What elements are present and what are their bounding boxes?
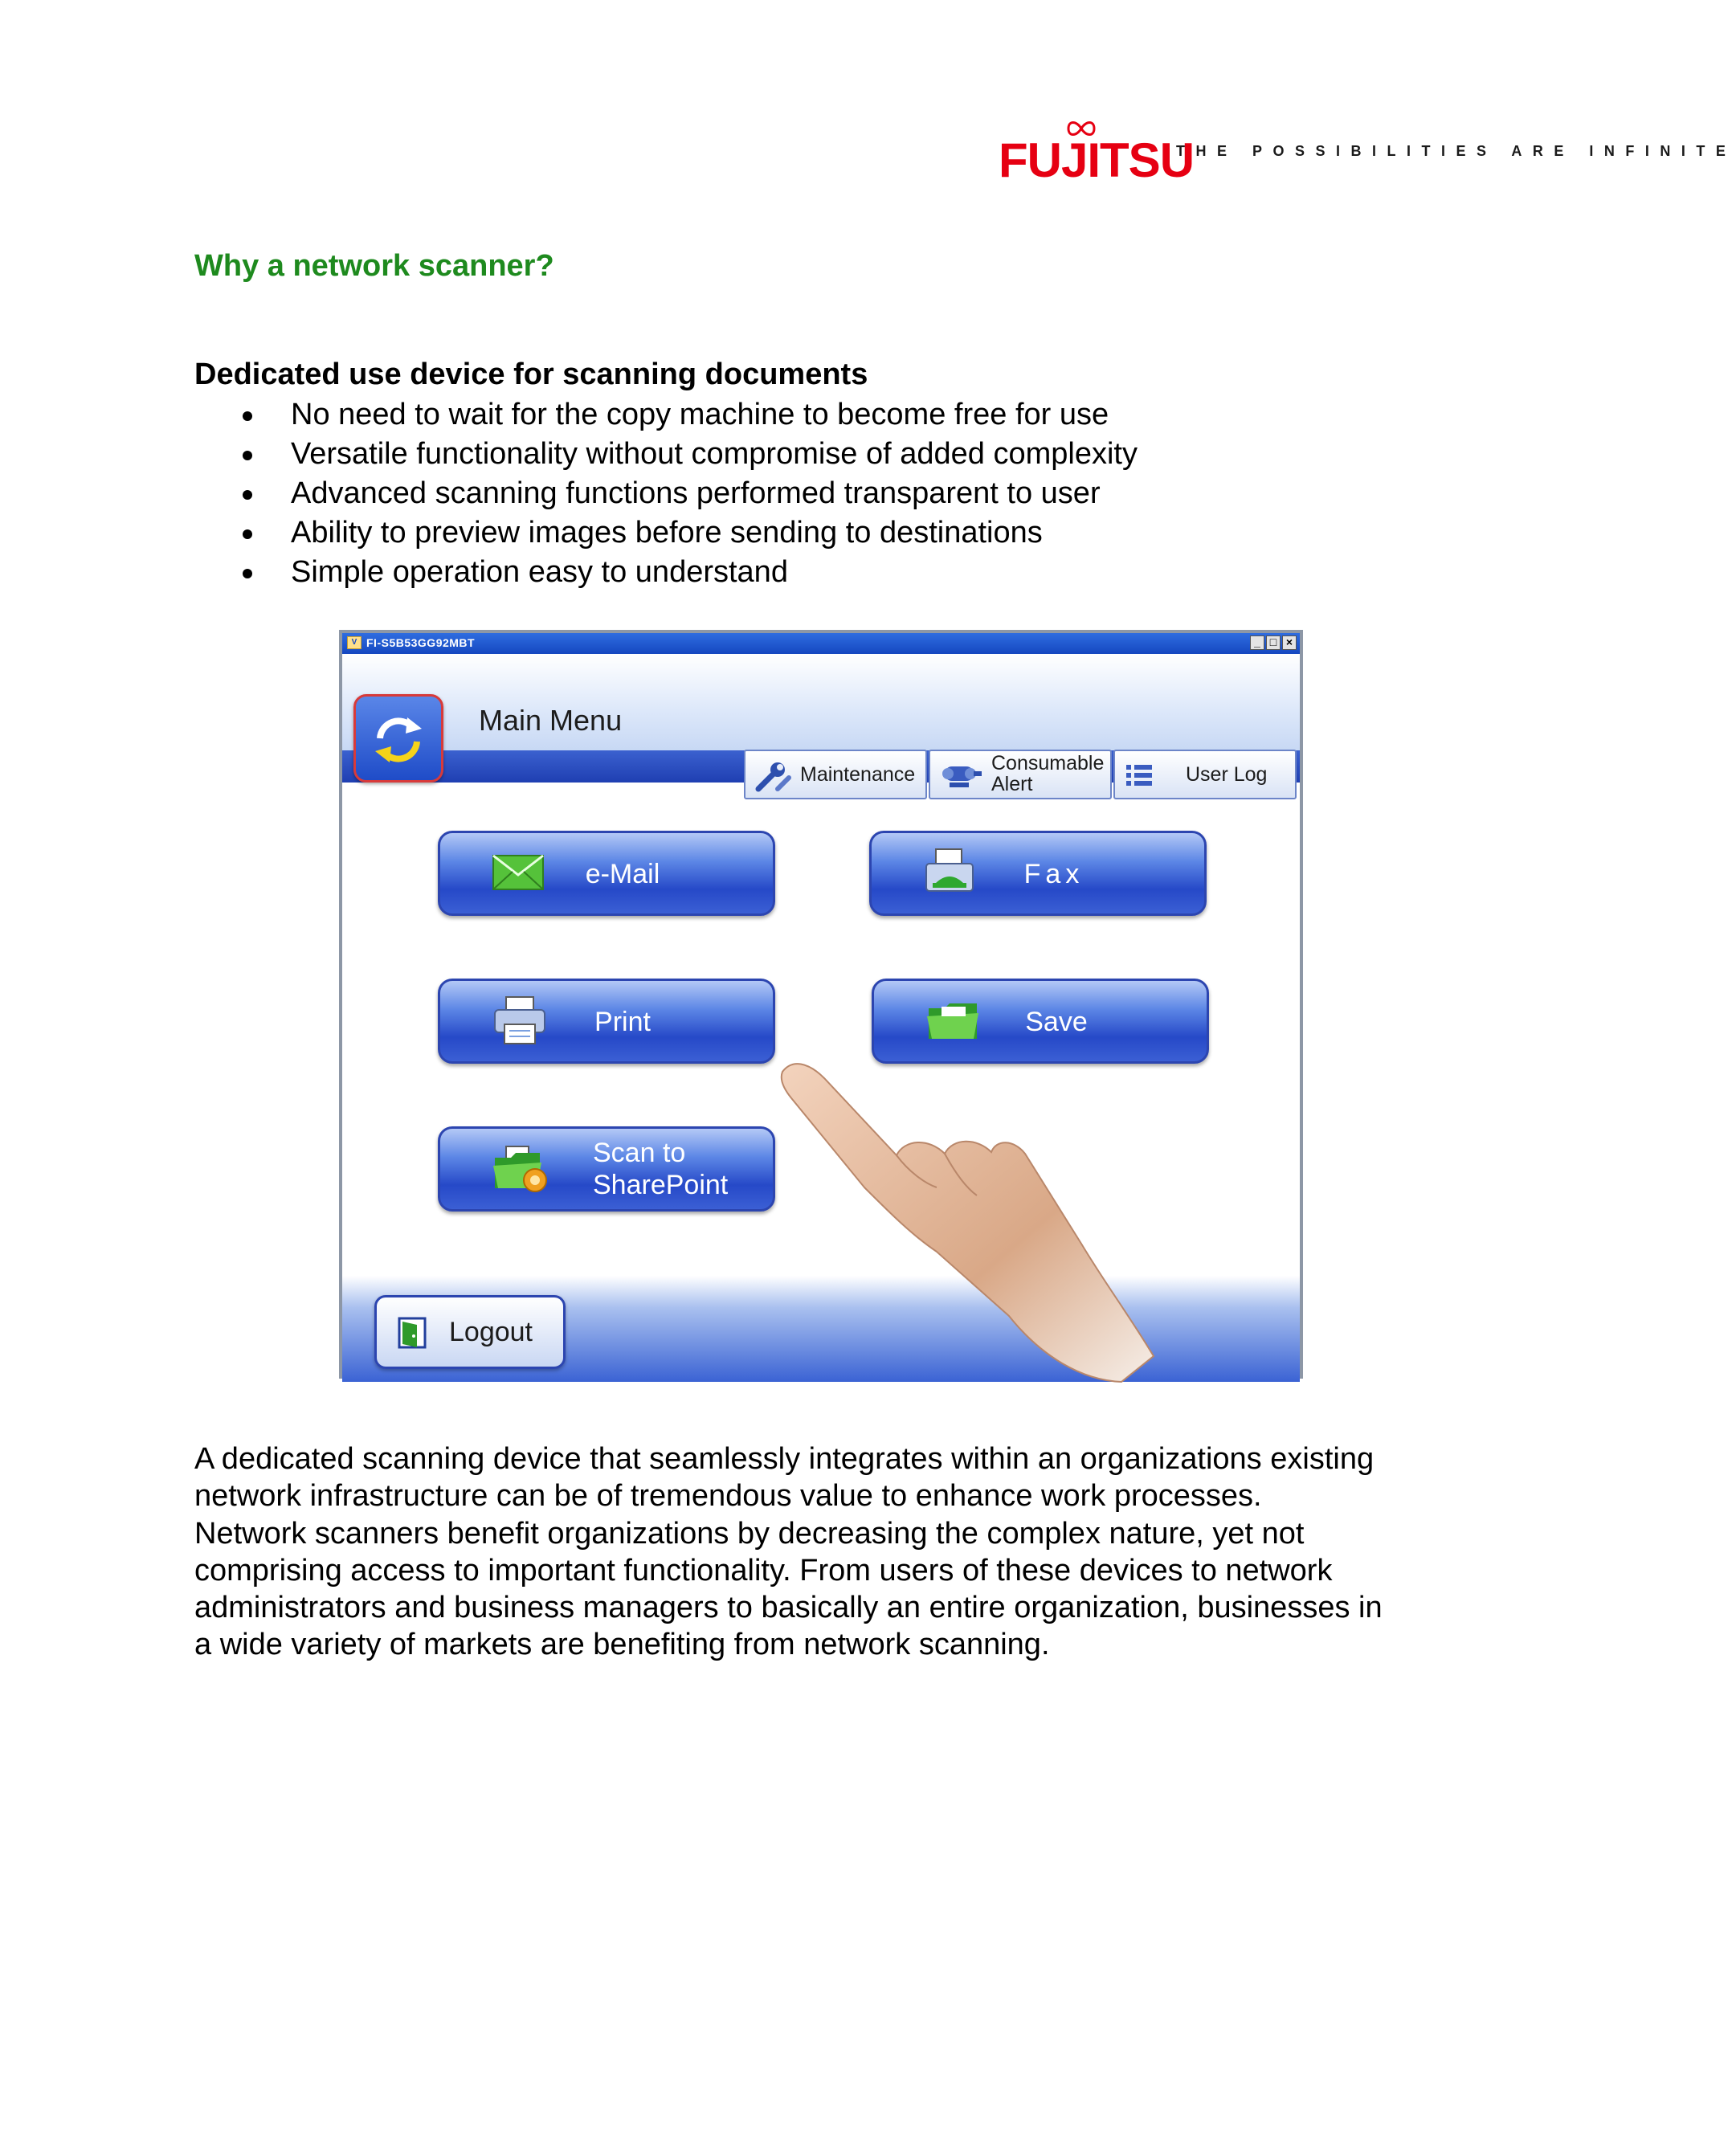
logout-label: Logout xyxy=(449,1317,533,1347)
print-label: Print xyxy=(594,1007,651,1037)
maximize-button[interactable]: □ xyxy=(1266,635,1281,650)
maintenance-tab[interactable] xyxy=(744,750,927,799)
paragraph-line: administrators and business managers to basically an entire organization, businesses in xyxy=(194,1591,1383,1625)
bullet-icon xyxy=(243,451,252,460)
infinity-mark-icon xyxy=(1065,119,1097,138)
list-item: Advanced scanning functions performed transparent to user xyxy=(194,474,1138,513)
window-controls xyxy=(1250,635,1297,650)
brand-wordmark: FUJITSU xyxy=(999,133,1195,187)
bullet-icon xyxy=(243,490,252,500)
close-button[interactable]: × xyxy=(1282,635,1297,650)
logout-button[interactable] xyxy=(374,1295,566,1369)
page-title: Why a network scanner? xyxy=(194,249,554,283)
scan-to-sharepoint-label: Scan to SharePoint xyxy=(593,1138,729,1200)
paragraph-line: network infrastructure can be of tremendous value to enhance work processes. xyxy=(194,1479,1262,1514)
bullet-icon xyxy=(243,529,252,539)
paragraph-line: comprising access to important functionality. From users of these devices to network xyxy=(194,1553,1333,1588)
consumable-alert-tab[interactable] xyxy=(929,750,1112,799)
window-title: FI-S5B53GG92MBT xyxy=(366,636,476,649)
list-icon xyxy=(1123,760,1155,792)
minimize-button[interactable]: _ xyxy=(1250,635,1264,650)
bullet-icon xyxy=(243,569,252,578)
wrench-icon xyxy=(754,760,794,792)
app-icon: V xyxy=(347,636,361,649)
user-log-label: User Log xyxy=(1186,763,1268,786)
refresh-arrows-icon xyxy=(370,711,427,767)
save-label: Save xyxy=(1025,1007,1088,1037)
paragraph-line: a wide variety of markets are benefiting from network scanning. xyxy=(194,1628,1050,1662)
section-heading: Dedicated use device for scanning documents xyxy=(194,358,868,391)
brand-tagline: THE POSSIBILITIES ARE INFINITE xyxy=(1176,143,1736,159)
fax-label: Fax xyxy=(1023,859,1084,889)
consumable-alert-label: Consumable Alert xyxy=(991,752,1105,795)
paragraph-line: Network scanners benefit organizations by decreasing the complex nature, yet not xyxy=(194,1516,1305,1551)
maintenance-label: Maintenance xyxy=(800,763,916,786)
list-item: No need to wait for the copy machine to become free for use xyxy=(194,395,1138,435)
bullet-list xyxy=(194,395,1138,592)
roller-icon xyxy=(938,760,983,792)
window-titlebar xyxy=(342,633,1300,654)
email-button[interactable] xyxy=(438,831,775,916)
list-item: Versatile functionality without compromise of added complexity xyxy=(194,435,1138,474)
list-item: Simple operation easy to understand xyxy=(194,553,1138,592)
scanner-ui-screenshot xyxy=(339,630,1303,1379)
user-log-tab[interactable] xyxy=(1113,750,1297,799)
fujitsu-logo xyxy=(999,119,1195,199)
app-header xyxy=(342,654,1300,795)
home-button[interactable] xyxy=(353,694,443,783)
pointing-hand-image xyxy=(776,1051,1178,1388)
body-paragraph xyxy=(194,1440,1480,1664)
main-menu-title: Main Menu xyxy=(479,704,623,737)
scan-to-sharepoint-button[interactable] xyxy=(438,1126,775,1212)
door-icon xyxy=(394,1315,430,1351)
bullet-icon xyxy=(243,411,252,421)
email-label: e-Mail xyxy=(585,859,660,889)
paragraph-line: A dedicated scanning device that seamlessly integrates within an organizations existing xyxy=(194,1442,1375,1476)
fax-button[interactable] xyxy=(869,831,1207,916)
sharepoint-folder-icon xyxy=(492,1145,549,1195)
print-button[interactable] xyxy=(438,979,775,1064)
list-item: Ability to preview images before sending to destinations xyxy=(194,513,1138,553)
